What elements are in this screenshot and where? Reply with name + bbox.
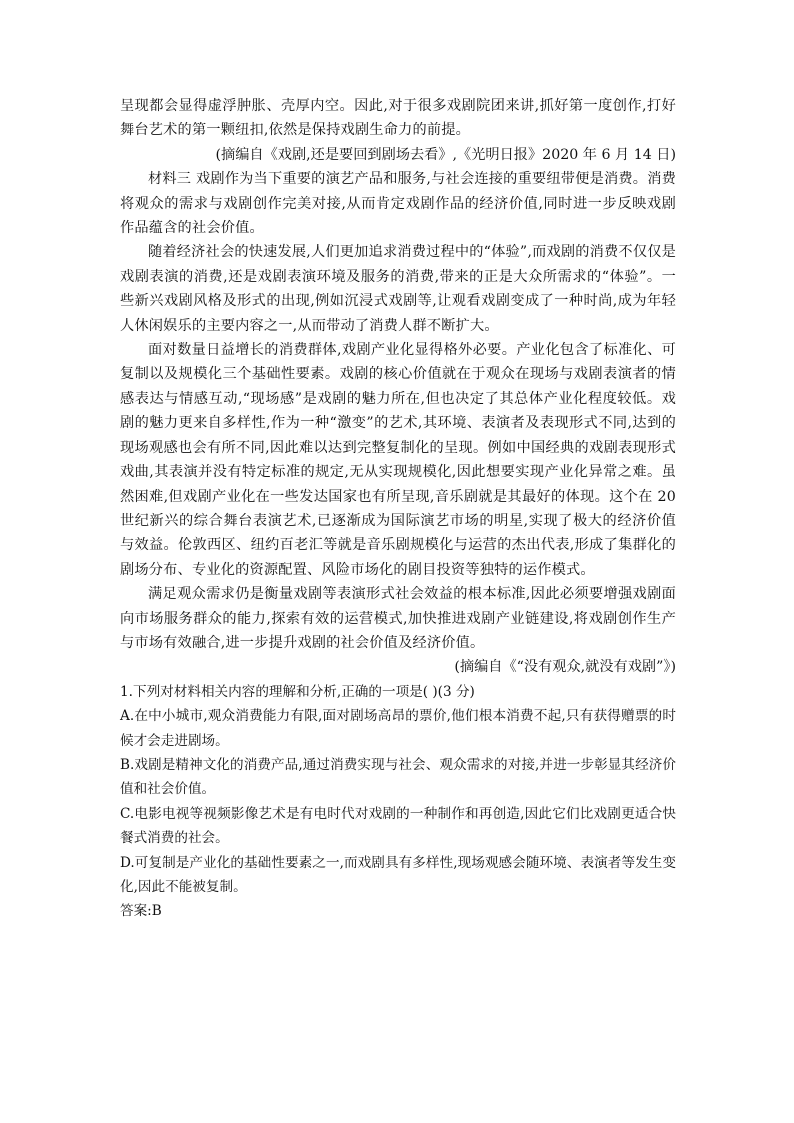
option-c: C.电影电视等视频影像艺术是有电时代对戏剧的一种制作和再创造,因此它们比戏剧更适合快餐式消费的社会。 bbox=[120, 805, 676, 847]
document-page bbox=[120, 94, 676, 924]
option-d: D.可复制是产业化的基础性要素之一,而戏剧具有多样性,现场观感会随环境、表演者等发生变化,因此不能被复制。 bbox=[120, 854, 676, 895]
answer-text: 答案:B bbox=[120, 903, 162, 920]
source-citation: (摘编自《戏剧,还是要回到剧场去看》,《光明日报》2020 年 6 月 14 日) bbox=[215, 146, 676, 163]
option-b: B.戏剧是精神文化的消费产品,通过消费实现与社会、观众需求的对接,并进一步彰显其经济价值和社会价值。 bbox=[120, 756, 676, 798]
option-a: A.在中小城市,观众消费能力有限,面对剧场高昂的票价,他们根本消费不起,只有获得赠票的时候才会走进剧场。 bbox=[120, 708, 676, 749]
question-stem: 1.下列对材料相关内容的理解和分析,正确的一项是( )(3 分) bbox=[120, 683, 475, 700]
paragraph-audience-needs: 满足观众需求仍是衡量戏剧等表演形式社会效益的根本标准,因此必须要增强戏剧面向市场服务群众的能力,探索有效的运营模式,加快推进戏剧产业链建设,将戏剧创作生产与市场有效融合,进一步提升戏剧的社会价值及经济价值。 bbox=[120, 586, 676, 651]
paragraph-experience: 随着经济社会的快速发展,人们更加追求消费过程中的“体验”,而戏剧的消费不仅仅是戏剧表演的消费,还是戏剧表演环境及服务的消费,带来的正是大众所需求的“体验”。一些新兴戏剧风格及形式的出现,例如沉浸式戏剧等,让观看戏剧变成了一种时尚,成为年轻人休闲娱乐的主要内容之一,从而带动了消费人群不断扩大。 bbox=[120, 244, 676, 334]
paragraph-continuation: 呈现都会显得虚浮肿胀、壳厚内空。因此,对于很多戏剧院团来讲,抓好第一度创作,打好舞台艺术的第一颗纽扣,依然是保持戏剧生命力的前提。 bbox=[120, 98, 676, 139]
paragraph-industrialization: 面对数量日益增长的消费群体,戏剧产业化显得格外必要。产业化包含了标准化、可复制以及规模化三个基础性要素。戏剧的核心价值就在于观众在现场与戏剧表演者的情感表达与情感互动,“现场感”是戏剧的魅力所在,但也决定了其总体产业化程度较低。戏剧的魅力更来自多样性,作为一种“激变”的艺术,其环境、表演者及表现形式不同,达到的现场观感也会有所不同,因此难以达到完整复制化的呈现。例如中国经典的戏剧表现形式戏曲,其表演并没有特定标准的规定,无从实现规模化,因此想要实现产业化异常之难。虽然困难,但戏剧产业化在一些发达国家也有所呈现,音乐剧就是其最好的体现。这个在 20 世纪新兴的综合舞台表演艺术,已逐渐成为国际演艺市场的明星,实现了极大的经济价值与效益。伦敦西区、纽约百老汇等就是音乐剧规模化与运营的杰出代表,形成了集群化的剧场分布、专业化的资源配置、风险市场化的剧目投资等独特的运作模式。 bbox=[120, 342, 676, 578]
source-citation: (摘编自《“没有观众,就没有戏剧”》) bbox=[454, 659, 676, 676]
paragraph-material-three: 材料三 戏剧作为当下重要的演艺产品和服务,与社会连接的重要纽带便是消费。消费将观众的需求与戏剧创作完美对接,从而肯定戏剧作品的经济价值,同时进一步反映戏剧作品蕴含的社会价值。 bbox=[120, 171, 676, 237]
